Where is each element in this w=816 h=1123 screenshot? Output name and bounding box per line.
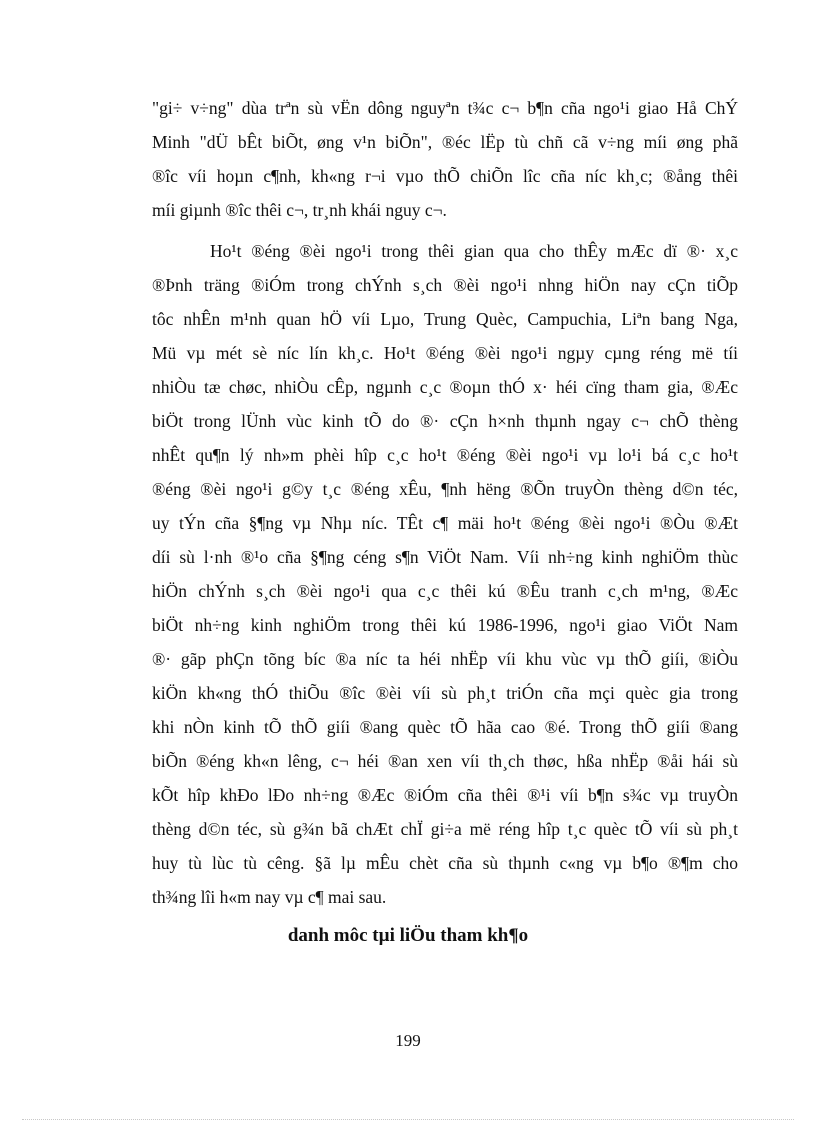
paragraph-2-line-4: Mü vµ mét sè níc lín kh¸c. Ho¹t ®éng ®èi ngo¹i ngµy cµng réng më tíi <box>152 343 738 363</box>
paragraph-2-line-5: nhiÒu tæ chøc, nhiÒu cÊp, ngµnh c¸c ®oµn thÓ x· héi cïng tham gia, ®Æc <box>152 377 738 397</box>
paragraph-2-line-18: thèng d©n téc, sù g¾n bã chÆt chÏ gi÷a më réng hîp t¸c quèc tÕ víi sù ph¸t <box>152 819 738 839</box>
paragraph-2-line-8: ®éng ®èi ngo¹i g©y t¸c ®éng xÊu, ¶nh hëng ®Õn truyÒn thèng d©n téc, <box>152 479 738 499</box>
paragraph-2-line-13: ®· gãp phÇn tõng bíc ®a níc ta héi nhËp víi khu vùc vµ thÕ giíi, ®iÒu <box>152 649 738 669</box>
paragraph-1-line-2: Minh "dÜ bÊt biÕt, øng v¹n biÕn", ®éc lËp tù chñ cã v÷ng míi øng phã <box>152 132 738 152</box>
paragraph-2-line-2: ®Þnh träng ®iÓm trong chÝnh s¸ch ®èi ngo¹i nhng hiÖn nay cÇn tiÕp <box>152 275 738 295</box>
paragraph-2-line-1: Ho¹t ®éng ®èi ngo¹i trong thêi gian qua cho thÊy mÆc dï ®· x¸c <box>210 241 738 261</box>
paragraph-2-line-15: khi nÒn kinh tÕ thÕ giíi ®ang quèc tÕ hãa cao ®é. Trong thÕ giíi ®ang <box>152 717 738 737</box>
section-heading: danh môc tµi liÖu tham kh¶o <box>287 925 529 946</box>
paragraph-2-line-6: biÖt trong lÜnh vùc kinh tÕ do ®· cÇn h×nh thµnh ngay c¬ chÕ thèng <box>152 411 738 431</box>
paragraph-2-line-11: hiÖn chÝnh s¸ch ®èi ngo¹i qua c¸c thêi kú ®Êu tranh c¸ch m¹ng, ®Æc <box>152 581 738 601</box>
paragraph-2-line-14: kiÖn kh«ng thÓ thiÕu ®îc ®èi víi sù ph¸t triÓn cña mçi quèc gia trong <box>152 683 738 703</box>
paragraph-2-line-19: huy tù lùc tù cêng. §ã lµ mÊu chèt cña sù thµnh c«ng vµ b¶o ®¶m cho <box>152 853 738 873</box>
paragraph-1-line-1: "gi÷ v÷ng" dùa trªn sù vËn dông nguyªn t¾c c¬ b¶n cña ngo¹i giao Hå ChÝ <box>152 98 738 118</box>
paragraph-2-line-10: díi sù l·nh ®¹o cña §¶ng céng s¶n ViÖt Nam. Víi nh÷ng kinh nghiÖm thùc <box>152 547 738 567</box>
paragraph-2-line-20: th¾ng lîi h«m nay vµ c¶ mai sau. <box>152 887 387 907</box>
paragraph-2-line-9: uy tÝn cña §¶ng vµ Nhµ níc. TÊt c¶ mäi ho¹t ®éng ®èi ngo¹i ®Òu ®Æt <box>152 513 738 533</box>
paragraph-1-line-3: ®îc víi hoµn c¶nh, kh«ng r¬i vµo thÕ chiÕn lîc cña níc kh¸c; ®ång thêi <box>152 166 738 186</box>
bottom-dotted-rule <box>22 1119 794 1120</box>
paragraph-2-line-7: nhÊt qu¶n lý nh»m phèi hîp c¸c ho¹t ®éng ®èi ngo¹i vµ lo¹i bá c¸c ho¹t <box>152 445 738 465</box>
paragraph-2-line-16: biÕn ®éng kh«n lêng, c¬ héi ®an xen víi th¸ch thøc, hßa nhËp ®åi hái sù <box>152 751 738 771</box>
paragraph-2-line-12: biÖt nh÷ng kinh nghiÖm trong thêi kú 1986-1996, ngo¹i giao ViÖt Nam <box>152 615 738 635</box>
paragraph-2-line-17: kÕt hîp khÐo lÐo nh÷ng ®Æc ®iÓm cña thêi ®¹i víi b¶n s¾c vµ truyÒn <box>152 785 738 805</box>
paragraph-1-line-4: míi giµnh ®îc thêi c¬, tr¸nh khái nguy c¬. <box>152 200 447 220</box>
page-number: 199 <box>395 1031 421 1050</box>
paragraph-2-line-3: tôc nhÊn m¹nh quan hÖ víi Lµo, Trung Quèc, Campuchia, Liªn bang Nga, <box>152 309 738 329</box>
